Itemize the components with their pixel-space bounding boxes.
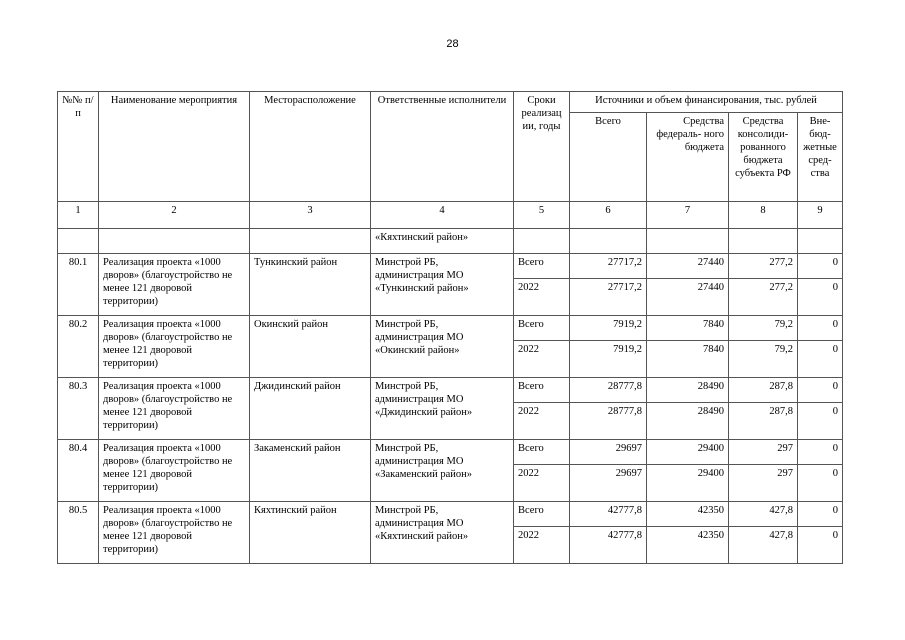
header-location: Месторасположение	[250, 92, 371, 202]
column-numbers-row	[58, 202, 843, 229]
consolidated-amount: 277,2	[729, 279, 798, 316]
total-amount: 28777,8	[570, 378, 647, 403]
location: Закаменский район	[250, 440, 371, 502]
header-consolidated: Средства консолиди- рованного бюджета субъекта РФ	[729, 113, 798, 202]
column-number: 6	[570, 202, 647, 229]
executors: Минстрой РБ, администрация МО «Джидинский район»	[371, 378, 514, 440]
period: 2022	[514, 403, 570, 440]
total-amount: 42777,8	[570, 527, 647, 564]
extra-budget-amount: 0	[798, 341, 843, 378]
activity-name: Реализация проекта «1000 дворов» (благоустройство не менее 121 дворовой территории)	[99, 254, 250, 316]
column-number: 4	[371, 202, 514, 229]
column-number: 5	[514, 202, 570, 229]
consolidated-amount: 297	[729, 465, 798, 502]
federal-amount: 28490	[647, 403, 729, 440]
extra-budget-amount: 0	[798, 254, 843, 279]
header-extra: Вне- бюд- жетные сред- ства	[798, 113, 843, 202]
total-amount: 29697	[570, 440, 647, 465]
total-amount: 28777,8	[570, 403, 647, 440]
extra-budget-amount: 0	[798, 440, 843, 465]
extra-budget-amount: 0	[798, 403, 843, 440]
row-number: 80.4	[58, 440, 99, 502]
continuation-executors: «Кяхтинский район»	[371, 229, 514, 254]
total-amount: 7919,2	[570, 341, 647, 378]
federal-amount: 7840	[647, 316, 729, 341]
header-total: Всего	[570, 113, 647, 202]
header-funding: Источники и объем финансирования, тыс. рублей	[570, 92, 843, 113]
consolidated-amount: 427,8	[729, 502, 798, 527]
table-row	[58, 440, 843, 465]
period: Всего	[514, 502, 570, 527]
location: Тункинский район	[250, 254, 371, 316]
total-amount: 42777,8	[570, 502, 647, 527]
total-amount: 7919,2	[570, 316, 647, 341]
header-terms: Сроки реализац ии, годы	[514, 92, 570, 202]
empty-cell	[570, 229, 647, 254]
activity-name: Реализация проекта «1000 дворов» (благоустройство не менее 121 дворовой территории)	[99, 440, 250, 502]
extra-budget-amount: 0	[798, 378, 843, 403]
federal-amount: 27440	[647, 279, 729, 316]
activity-name: Реализация проекта «1000 дворов» (благоустройство не менее 121 дворовой территории)	[99, 502, 250, 564]
row-number: 80.5	[58, 502, 99, 564]
column-number: 8	[729, 202, 798, 229]
total-amount: 27717,2	[570, 279, 647, 316]
extra-budget-amount: 0	[798, 502, 843, 527]
row-number: 80.3	[58, 378, 99, 440]
extra-budget-amount: 0	[798, 527, 843, 564]
consolidated-amount: 287,8	[729, 403, 798, 440]
header-executors: Ответственные исполнители	[371, 92, 514, 202]
extra-budget-amount: 0	[798, 316, 843, 341]
executors: Минстрой РБ, администрация МО «Окинский район»	[371, 316, 514, 378]
header-name: Наименование мероприятия	[99, 92, 250, 202]
total-amount: 29697	[570, 465, 647, 502]
executors: Минстрой РБ, администрация МО «Тункинский район»	[371, 254, 514, 316]
location: Кяхтинский район	[250, 502, 371, 564]
column-number: 7	[647, 202, 729, 229]
financing-table	[57, 91, 843, 564]
federal-amount: 28490	[647, 378, 729, 403]
table-row	[58, 254, 843, 279]
column-number: 1	[58, 202, 99, 229]
period: 2022	[514, 341, 570, 378]
consolidated-amount: 287,8	[729, 378, 798, 403]
period: Всего	[514, 378, 570, 403]
extra-budget-amount: 0	[798, 465, 843, 502]
header-federal: Средства федераль- ного бюджета	[647, 113, 729, 202]
federal-amount: 29400	[647, 440, 729, 465]
consolidated-amount: 79,2	[729, 341, 798, 378]
executors: Минстрой РБ, администрация МО «Закаменский район»	[371, 440, 514, 502]
column-number: 2	[99, 202, 250, 229]
empty-cell	[58, 229, 99, 254]
header-num: №№ п/п	[58, 92, 99, 202]
empty-cell	[514, 229, 570, 254]
empty-cell	[99, 229, 250, 254]
period: Всего	[514, 316, 570, 341]
consolidated-amount: 427,8	[729, 527, 798, 564]
table-row	[58, 502, 843, 527]
extra-budget-amount: 0	[798, 279, 843, 316]
period: Всего	[514, 440, 570, 465]
table-row	[58, 316, 843, 341]
period: 2022	[514, 527, 570, 564]
activity-name: Реализация проекта «1000 дворов» (благоустройство не менее 121 дворовой территории)	[99, 316, 250, 378]
row-number: 80.1	[58, 254, 99, 316]
location: Джидинский район	[250, 378, 371, 440]
consolidated-amount: 297	[729, 440, 798, 465]
location: Окинский район	[250, 316, 371, 378]
period: 2022	[514, 279, 570, 316]
federal-amount: 42350	[647, 527, 729, 564]
page-number: 28	[446, 38, 459, 50]
empty-cell	[798, 229, 843, 254]
consolidated-amount: 79,2	[729, 316, 798, 341]
period: Всего	[514, 254, 570, 279]
executors: Минстрой РБ, администрация МО «Кяхтинский район»	[371, 502, 514, 564]
total-amount: 27717,2	[570, 254, 647, 279]
federal-amount: 27440	[647, 254, 729, 279]
header-row	[58, 92, 843, 113]
consolidated-amount: 277,2	[729, 254, 798, 279]
column-number: 3	[250, 202, 371, 229]
row-number: 80.2	[58, 316, 99, 378]
table-row	[58, 378, 843, 403]
continuation-row	[58, 229, 843, 254]
column-number: 9	[798, 202, 843, 229]
federal-amount: 42350	[647, 502, 729, 527]
federal-amount: 29400	[647, 465, 729, 502]
activity-name: Реализация проекта «1000 дворов» (благоустройство не менее 121 дворовой территории)	[99, 378, 250, 440]
period: 2022	[514, 465, 570, 502]
empty-cell	[729, 229, 798, 254]
empty-cell	[250, 229, 371, 254]
empty-cell	[647, 229, 729, 254]
federal-amount: 7840	[647, 341, 729, 378]
